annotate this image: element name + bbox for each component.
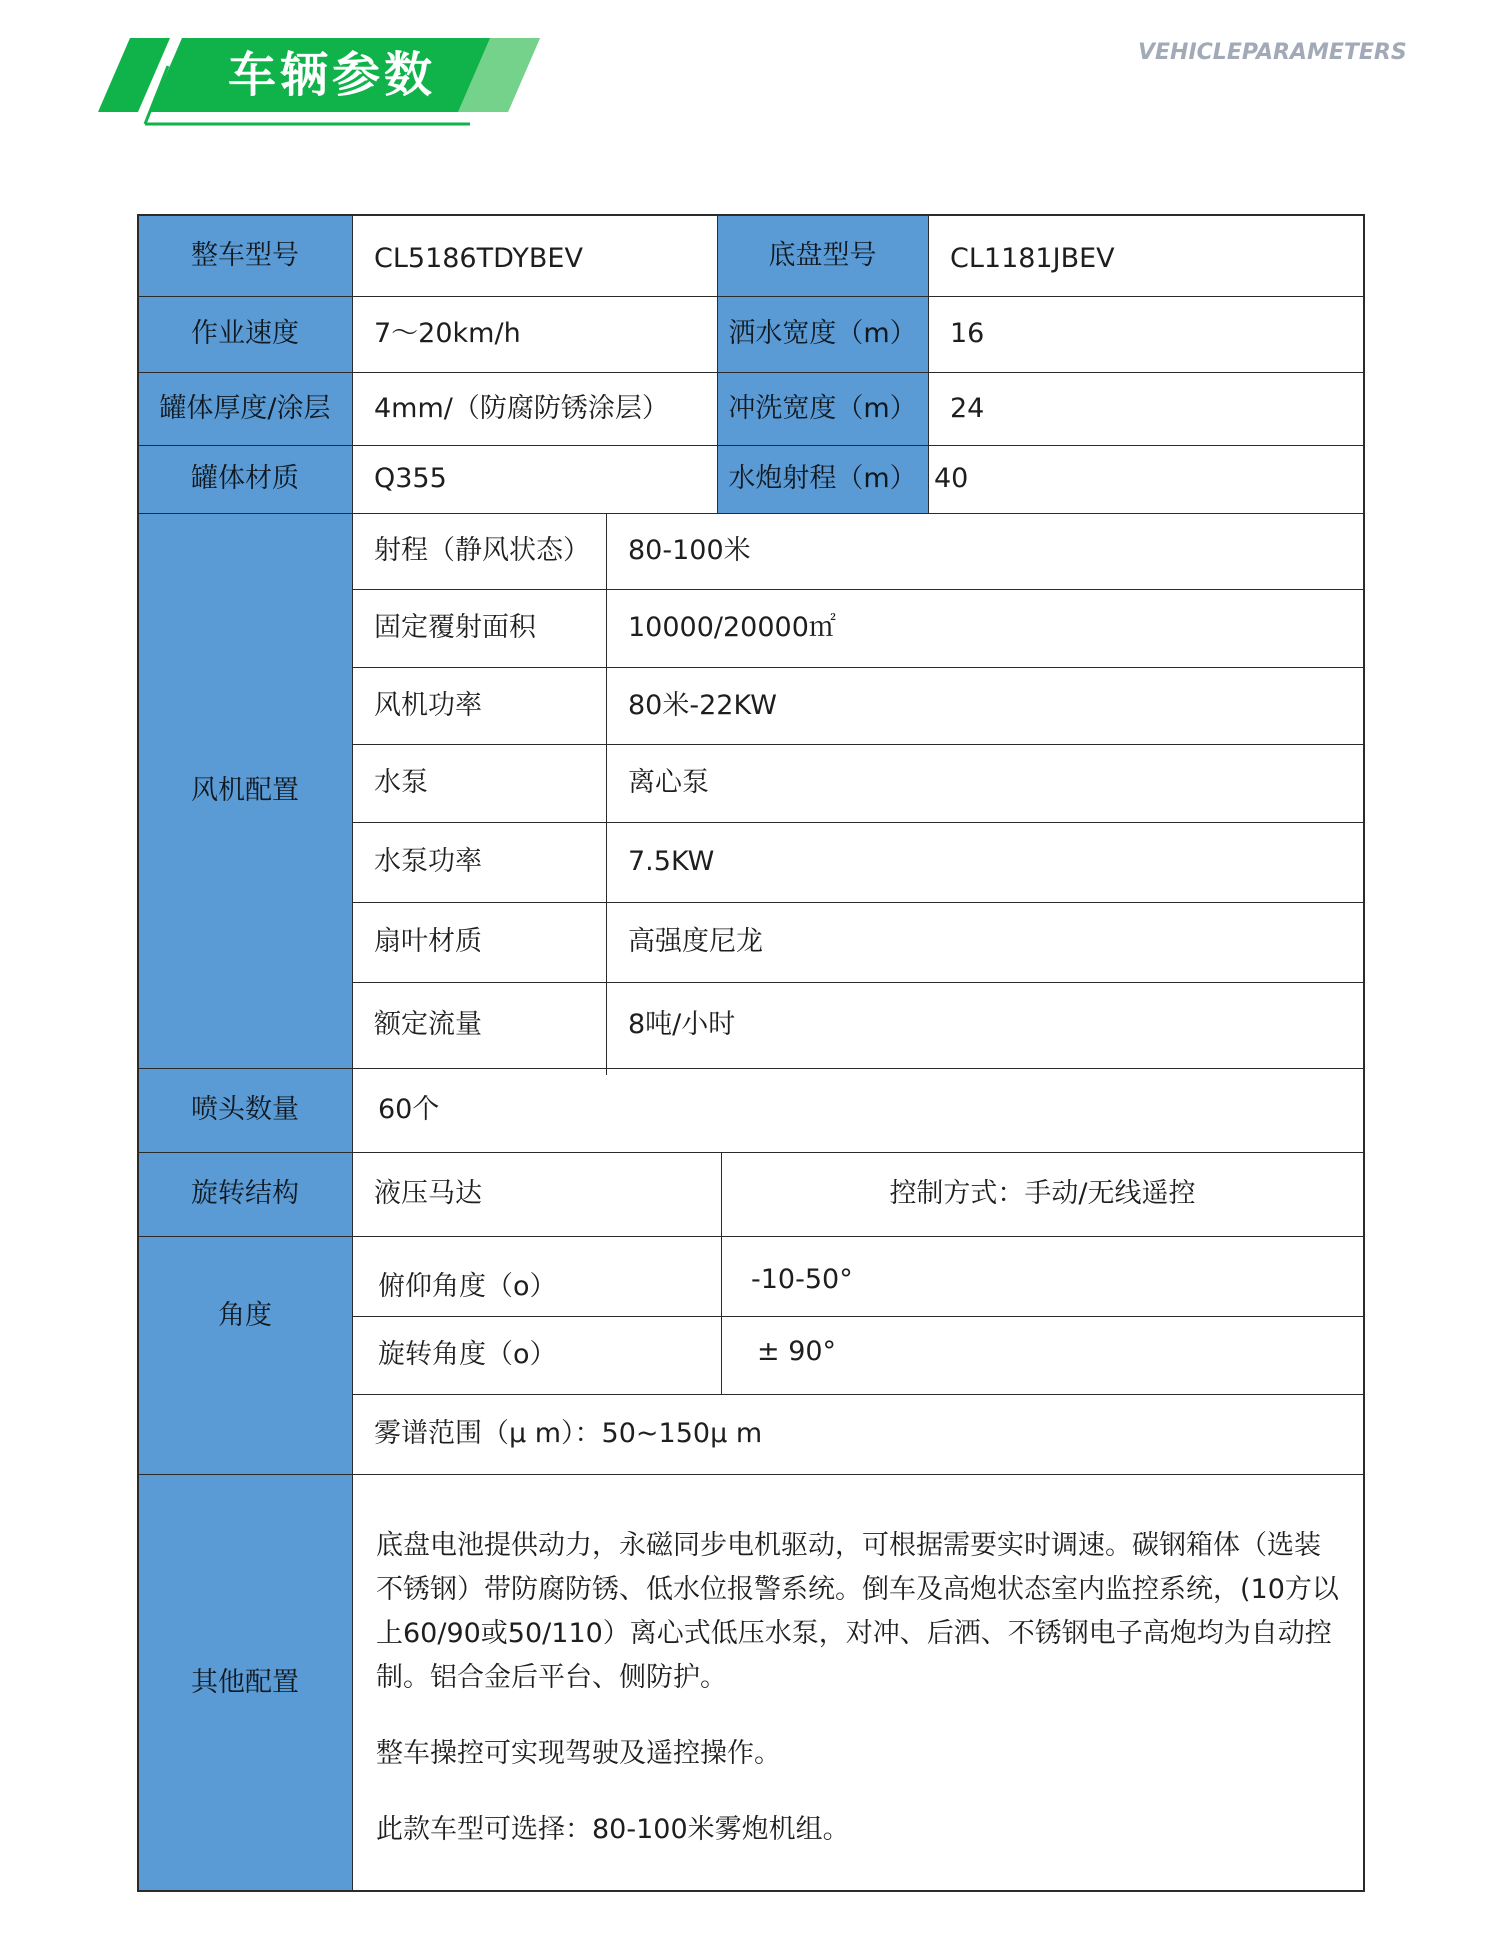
table-rule [352, 1394, 1364, 1395]
fan-row-value: 10000/20000㎡ [628, 612, 836, 644]
value-rotate-angle: ± 90° [757, 1336, 837, 1367]
fan-row-label: 射程（静风状态） [374, 535, 590, 567]
table-rule [352, 744, 1364, 745]
value-speed: 7～20km/h [374, 318, 521, 350]
other-config-notes [352, 1474, 1364, 1891]
banner-shape [0, 0, 1500, 140]
table-border [137, 214, 139, 1892]
other-paragraph: 底盘电池提供动力，永磁同步电机驱动，可根据需要实时调速。碳钢箱体（选装不锈钢）带防腐防锈、低水位报警系统。倒车及高炮状态室内监控系统，(10方以上60/90或50/110）离心式低压水泵，对冲、后洒、不锈钢电子高炮均为自动控制。铝合金后平台、侧防护。 [376, 1530, 1339, 1693]
table-rule [352, 902, 1364, 903]
fan-row-label: 风机功率 [374, 689, 482, 721]
fan-row-label: 额定流量 [374, 1009, 482, 1041]
fan-row-value: 80米-22KW [628, 689, 777, 721]
value-mist-range: 雾谱范围（μ m）：50~150μ m [374, 1418, 763, 1450]
value-tank-thickness: 4mm/（防腐防锈涂层） [374, 392, 669, 424]
other-paragraph: 整车操控可实现驾驶及遥控操作。 [376, 1738, 781, 1769]
fan-row-label: 扇叶材质 [374, 926, 482, 958]
header-banner [0, 0, 1500, 140]
table-rule [137, 1236, 1365, 1237]
fan-row-value: 离心泵 [628, 767, 709, 799]
fan-row-value: 80-100米 [628, 535, 751, 567]
value-tank-material: Q355 [374, 463, 447, 495]
table-rule [137, 296, 1365, 297]
value-pitch-angle: -10-50° [751, 1264, 853, 1295]
table-rule [606, 513, 607, 1075]
other-paragraph: 此款车型可选择：80-100米雾炮机组。 [376, 1814, 850, 1845]
table-rule [137, 1474, 1365, 1475]
value-cannon-range: 40 [934, 463, 969, 495]
table-rule [352, 822, 1364, 823]
label-angle: 角度 [138, 1236, 352, 1474]
label-nozzle-count: 喷头数量 [138, 1068, 352, 1152]
value-wash-width: 24 [950, 392, 985, 424]
label-fan-config: 风机配置 [138, 513, 352, 1068]
value-spray-width: 16 [950, 318, 985, 350]
fan-row-value: 7.5KW [628, 846, 715, 878]
label-tank-thickness: 罐体厚度/涂层 [138, 372, 352, 445]
label-model: 整车型号 [138, 215, 352, 296]
table-rule [137, 513, 1365, 514]
table-rule [137, 445, 1365, 446]
table-rule [352, 589, 1364, 590]
page-subtitle: VEHICLEPARAMETERS [1138, 40, 1407, 65]
table-rule [352, 1316, 1364, 1317]
label-speed: 作业速度 [138, 296, 352, 372]
table-rule [928, 214, 929, 513]
fan-row-label: 水泵 [374, 767, 428, 799]
table-rule [137, 1152, 1365, 1153]
value-control-mode: 控制方式：手动/无线遥控 [889, 1178, 1196, 1210]
fan-row-value: 高强度尼龙 [628, 926, 763, 958]
label-rotation: 旋转结构 [138, 1152, 352, 1236]
table-rule [137, 372, 1365, 373]
table-rule [352, 667, 1364, 668]
fan-row-value: 8吨/小时 [628, 1009, 736, 1041]
page-title: 车辆参数 [228, 47, 437, 103]
table-rule [137, 1068, 1365, 1069]
label-rotate-angle: 旋转角度（o） [378, 1339, 557, 1371]
table-rule [721, 1152, 722, 1394]
label-tank-material: 罐体材质 [138, 445, 352, 513]
table-border [137, 214, 1365, 216]
value-chassis: CL1181JBEV [950, 243, 1115, 274]
table-border [137, 1890, 1365, 1892]
label-wash-width: 冲洗宽度（m） [717, 372, 928, 445]
value-nozzle-count: 60个 [378, 1094, 440, 1126]
value-model: CL5186TDYBEV [374, 243, 583, 274]
label-chassis: 底盘型号 [717, 215, 928, 296]
label-cannon-range: 水炮射程（m） [717, 445, 928, 513]
fan-row-label: 固定覆射面积 [374, 612, 536, 644]
label-pitch-angle: 俯仰角度（o） [378, 1270, 557, 1302]
table-border [1363, 214, 1365, 1892]
fan-row-label: 水泵功率 [374, 846, 482, 878]
table-rule [717, 214, 718, 513]
label-spray-width: 洒水宽度（m） [717, 296, 928, 372]
label-other-config: 其他配置 [138, 1474, 352, 1891]
table-rule [352, 982, 1364, 983]
table-rule [352, 214, 353, 1892]
value-rotation: 液压马达 [374, 1178, 482, 1210]
